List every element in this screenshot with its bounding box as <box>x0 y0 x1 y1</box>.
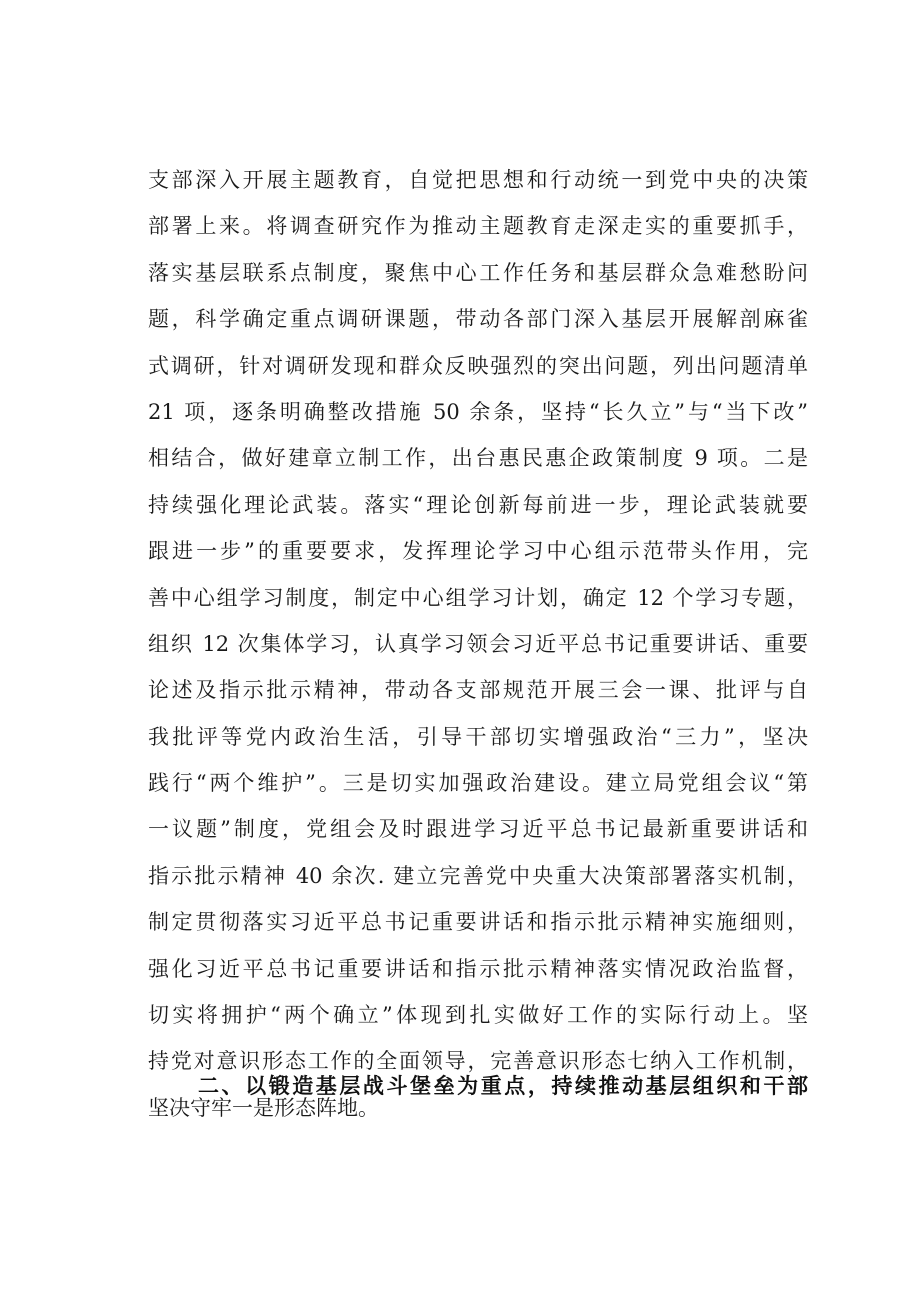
paragraph-line: 21 项，逐条明确整改措施 50 余条，坚持“长久立”与“当下改” <box>148 399 808 424</box>
paragraph-line: 式调研，针对调研发现和群众反映强烈的突出问题，列出问题清单 <box>148 353 808 378</box>
paragraph-line: 题，科学确定重点调研课题，带动各部门深入基层开展解剖麻雀 <box>148 307 808 332</box>
paragraph-line: 持党对意识形态工作的全面领导，完善意识形态七纳入工作机制， <box>148 1049 808 1074</box>
paragraph-line: 部署上来。将调查研究作为推动主题教育走深走实的重要抓手， <box>148 214 808 239</box>
paragraph-line: 我批评等党内政治生活，引导干部切实增强政治“三力”，坚决 <box>148 724 808 749</box>
paragraph-line: 善中心组学习制度，制定中心组学习计划，确定 12 个学习专题， <box>148 585 808 610</box>
paragraph-line: 制定贯彻落实习近平总书记重要讲话和指示批示精神实施细则， <box>148 910 808 935</box>
paragraph-line: 支部深入开展主题教育，自觉把思想和行动统一到党中央的决策 <box>148 168 808 192</box>
paragraph-line: 相结合，做好建章立制工作，出台惠民惠企政策制度 9 项。二是 <box>148 446 808 471</box>
section-heading: 二、以锻造基层战斗堡垒为重点，持续推动基层组织和干部 <box>198 1074 808 1098</box>
paragraph-line: 组织 12 次集体学习，认真学习领会习近平总书记重要讲话、重要 <box>148 631 808 656</box>
paragraph-line: 坚决守牢一是形态阵地。 <box>148 1095 379 1120</box>
paragraph-line: 切实将拥护“两个确立”体现到扎实做好工作的实际行动上。坚 <box>148 1003 808 1028</box>
paragraph-line: 践行“两个维护”。三是切实加强政治建设。建立局党组会议“第 <box>148 771 808 796</box>
body-paragraph <box>148 157 808 1131</box>
paragraph-line: 指示批示精神 40 余次. 建立完善党中央重大决策部署落实机制， <box>148 863 808 888</box>
paragraph-line: 强化习近平总书记重要讲话和指示批示精神落实情况政治监督， <box>148 956 808 981</box>
paragraph-line: 论述及指示批示精神，带动各支部规范开展三会一课、批评与自 <box>148 678 808 703</box>
paragraph-line: 持续强化理论武装。落实“理论创新每前进一步，理论武装就要 <box>148 492 808 517</box>
paragraph-line: 跟进一步”的重要要求，发挥理论学习中心组示范带头作用，完 <box>148 539 808 564</box>
paragraph-line: 落实基层联系点制度，聚焦中心工作任务和基层群众急难愁盼问 <box>148 260 808 285</box>
paragraph-line: 一议题”制度，党组会及时跟进学习近平总书记最新重要讲话和 <box>148 817 808 842</box>
